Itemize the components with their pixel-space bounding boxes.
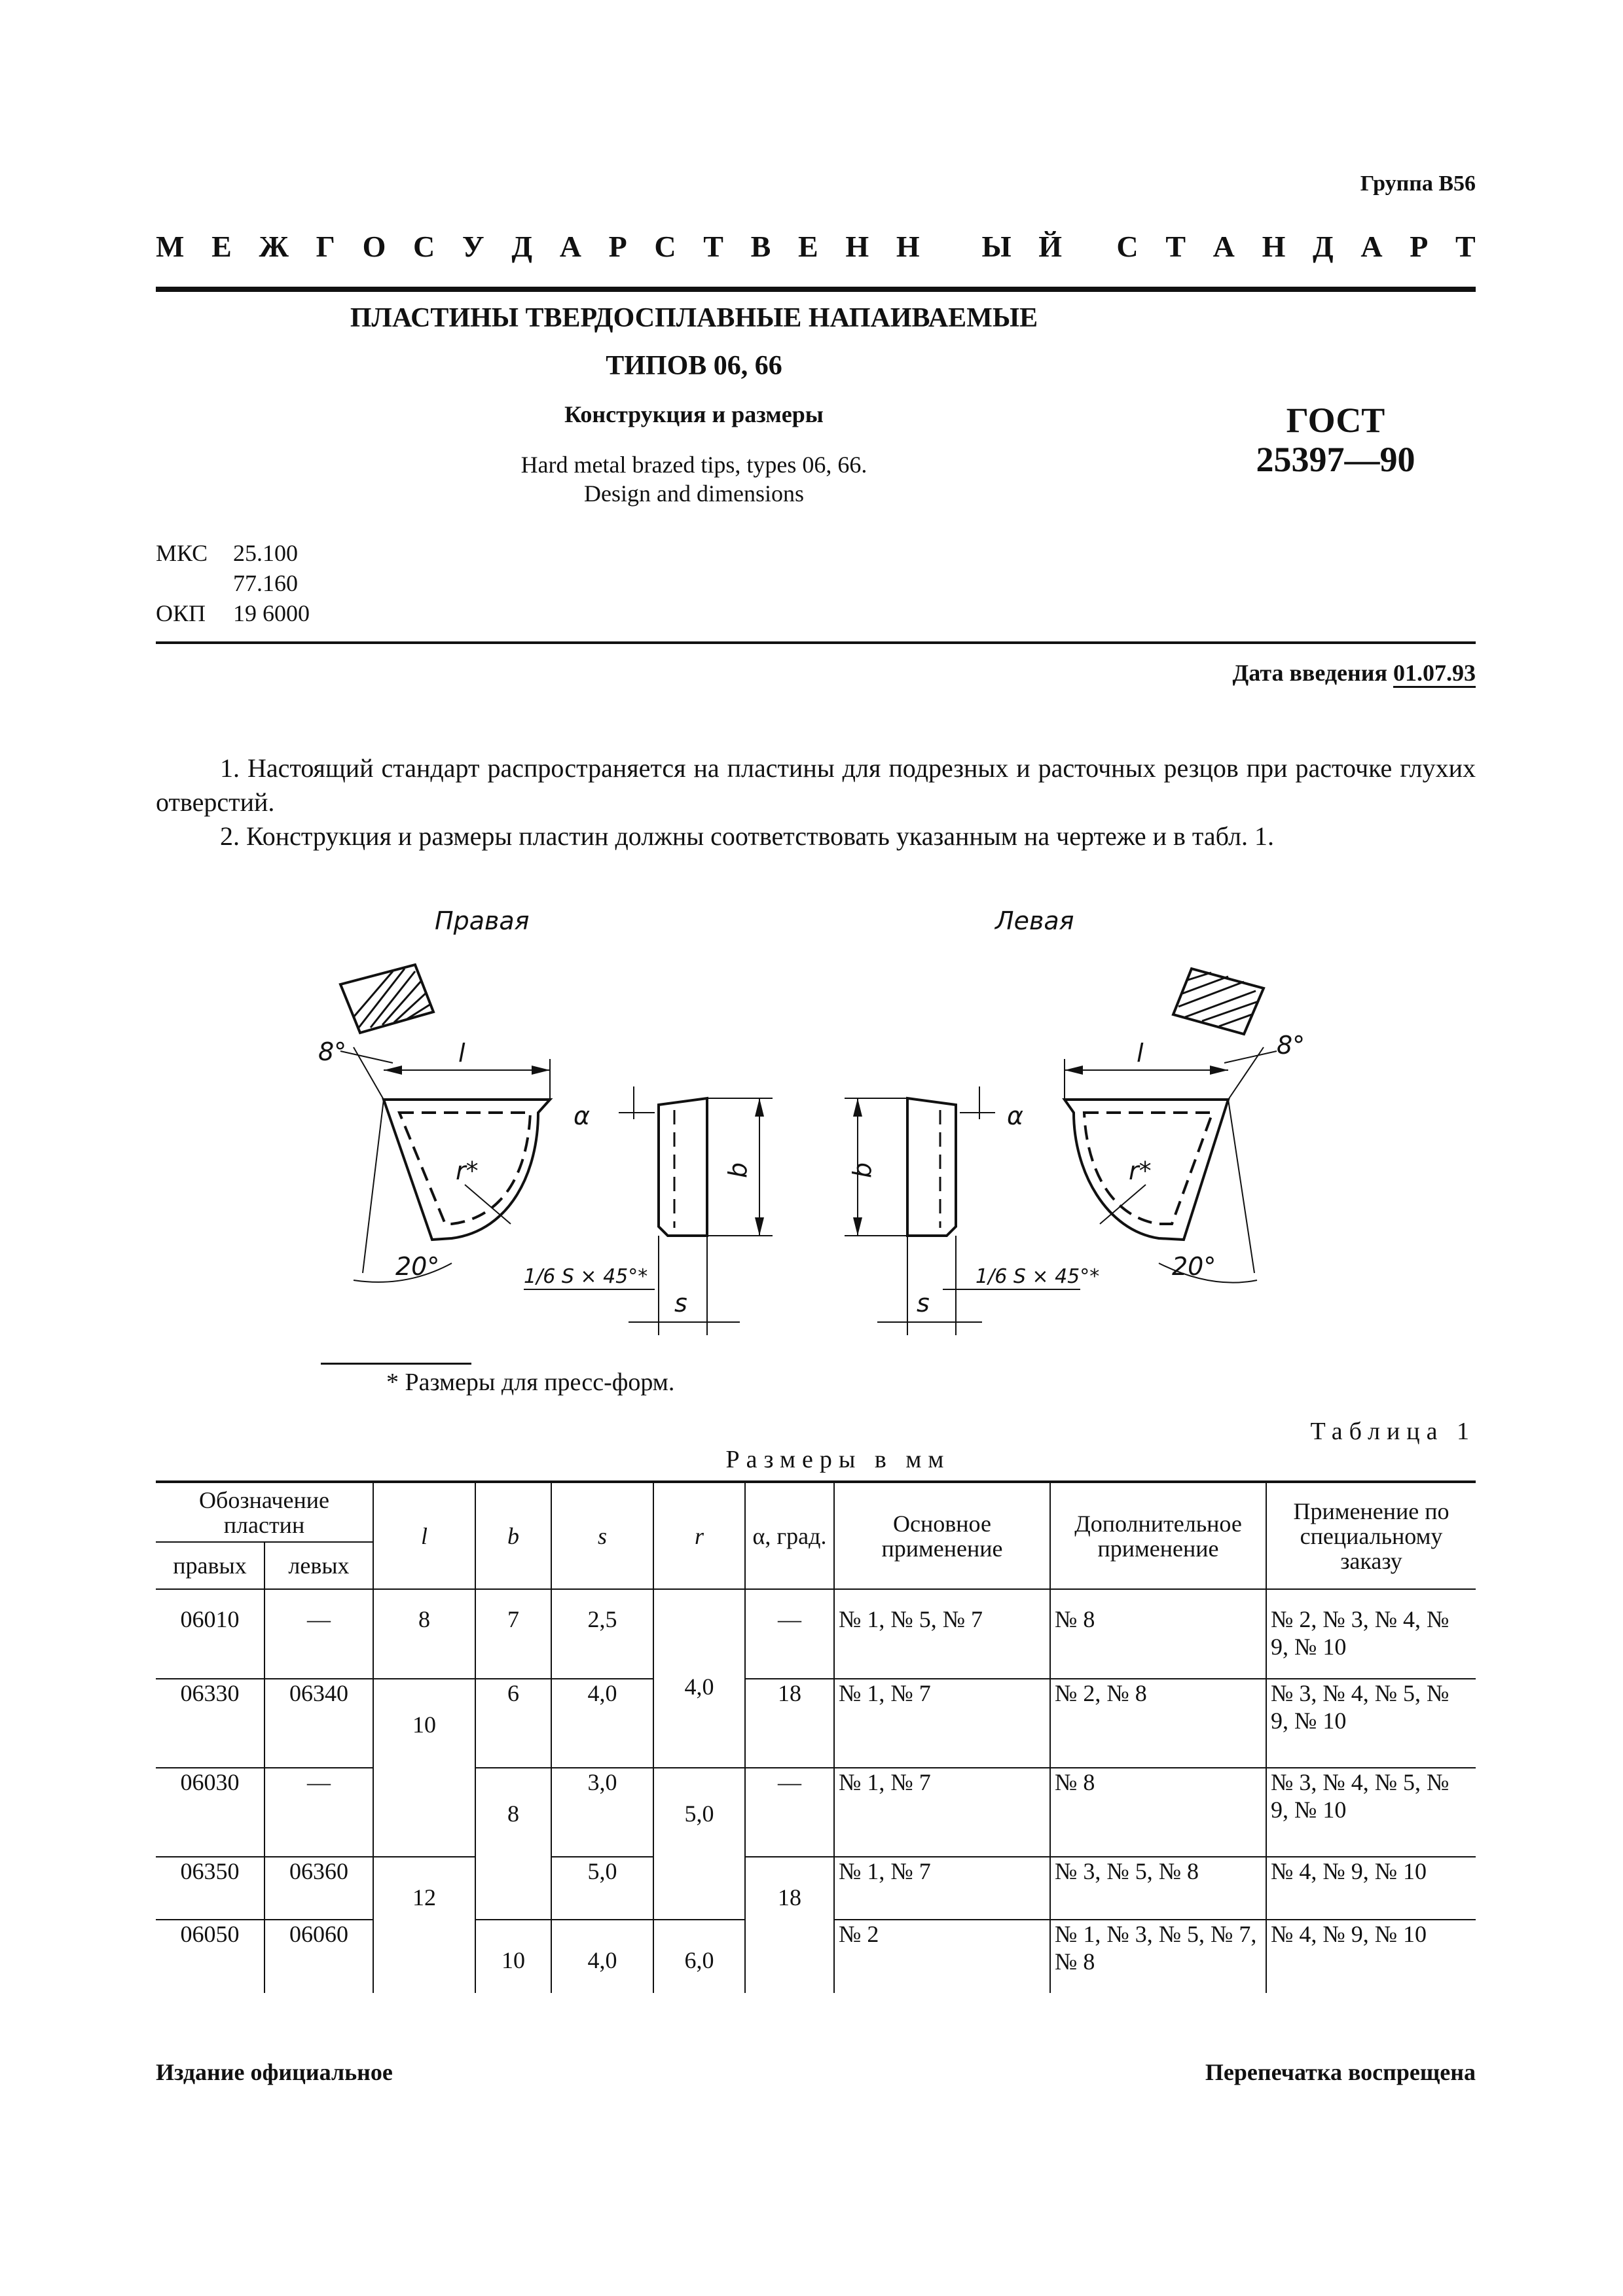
th-left: левых bbox=[264, 1542, 373, 1589]
right-radius-label: r* bbox=[456, 1157, 479, 1185]
english-title-line1: Hard metal brazed tips, types 06, 66. bbox=[520, 452, 867, 478]
left-radius-label: r* bbox=[1129, 1157, 1152, 1185]
header-letter: Н bbox=[845, 230, 869, 263]
table-row: 06350 06360 12 5,0 18 № 1, № 7 № 3, № 5, № 8 № 4, № 9, № 10 bbox=[156, 1857, 1476, 1920]
merged-r-4: 4,0 bbox=[653, 1605, 745, 1768]
left-tip-side-view bbox=[907, 1098, 956, 1236]
th-r: r bbox=[653, 1482, 745, 1589]
tip-drawing bbox=[0, 897, 1623, 1355]
merged-l-12: 12 bbox=[373, 1857, 475, 1993]
right-angle-8: 8° bbox=[318, 1037, 347, 1066]
header-letter: М bbox=[156, 230, 185, 263]
mks-code-1: 25.100 bbox=[233, 540, 298, 566]
codes-rule bbox=[156, 641, 1476, 644]
header-letter: А bbox=[559, 230, 581, 263]
footnote-rule bbox=[321, 1363, 471, 1365]
left-alpha-label: α bbox=[1007, 1102, 1024, 1130]
right-dim-b: b bbox=[723, 1162, 752, 1178]
header-letter: Е bbox=[211, 230, 232, 263]
gost-number: 25397—90 bbox=[1256, 440, 1415, 479]
header-letter: А bbox=[1360, 230, 1383, 263]
left-angle-20: 20° bbox=[1172, 1252, 1216, 1281]
okp-code: 19 6000 bbox=[233, 600, 310, 626]
right-dim-l: l bbox=[458, 1039, 465, 1067]
subtitle: Конструкция и размеры bbox=[564, 401, 824, 427]
table-row: 06010 — 8 7 2,5 4,0 — № 1, № 5, № 7 № 8 № 2, № 3, № 4, № 9, № 10 bbox=[156, 1605, 1476, 1679]
header-letter: О bbox=[362, 230, 386, 263]
merged-alpha-18: 18 bbox=[745, 1857, 834, 1993]
left-dim-s: s bbox=[917, 1289, 930, 1318]
okp-label: ОКП bbox=[156, 600, 206, 626]
left-angle-8: 8° bbox=[1277, 1031, 1305, 1060]
header-word-gap bbox=[947, 229, 955, 264]
header-letter: Д bbox=[1313, 230, 1334, 263]
th-designation: Обозначение пластин bbox=[156, 1482, 373, 1542]
mks-label: МКС bbox=[156, 540, 208, 566]
header-letter: Ы bbox=[981, 230, 1012, 263]
header-letter: Т bbox=[703, 230, 723, 263]
header-letter: В bbox=[750, 230, 771, 263]
header-letter: Н bbox=[896, 230, 920, 263]
header-letter: Ж bbox=[259, 230, 289, 263]
header-letter: Г bbox=[316, 230, 335, 263]
left-dim-l: l bbox=[1137, 1039, 1144, 1067]
table-row: 06050 06060 10 4,0 6,0 № 2 № 1, № 3, № 5, № 7, № 8 № 4, № 9, № 10 bbox=[156, 1920, 1476, 1993]
title-line2: ТИПОВ 06, 66 bbox=[606, 351, 782, 381]
header-letter: Е bbox=[798, 230, 818, 263]
header-letter: Н bbox=[1262, 230, 1286, 263]
classification-codes bbox=[156, 538, 310, 628]
effective-date bbox=[1233, 659, 1476, 687]
table-row: 06030 — 8 3,0 5,0 — № 1, № 7 № 8 № 3, № 4, № 5, № 9, № 10 bbox=[156, 1768, 1476, 1857]
right-angle-20: 20° bbox=[395, 1252, 440, 1281]
header-letter: Д bbox=[511, 230, 533, 263]
paragraph-1: 1. Настоящий стандарт распространяется на пластины для подрезных и расточных резцов при расточке глухих отверстий. bbox=[156, 753, 1476, 817]
table-row: 06330 06340 10 6 4,0 18 № 1, № 7 № 2, № 8 № 3, № 4, № 5, № 9, № 10 bbox=[156, 1679, 1476, 1768]
header-letter: А bbox=[1213, 230, 1235, 263]
merged-b-8: 8 bbox=[475, 1768, 551, 1920]
header-letter: Р bbox=[608, 230, 627, 263]
left-view-label: Левая bbox=[995, 906, 1074, 935]
right-chamfer-label: 1/6 S × 45°* bbox=[524, 1265, 648, 1288]
th-b: b bbox=[475, 1482, 551, 1589]
footer-reprint-prohibited: Перепечатка воспрещена bbox=[1205, 2059, 1476, 2085]
merged-l-10: 10 bbox=[373, 1679, 475, 1857]
left-dim-b: b bbox=[848, 1162, 877, 1178]
right-tip-side-view bbox=[659, 1098, 707, 1236]
header-letter: С bbox=[654, 230, 676, 263]
english-title-line2: Design and dimensions bbox=[584, 480, 804, 507]
footer-official-edition: Издание официальное bbox=[156, 2059, 393, 2085]
paragraph-2: 2. Конструкция и размеры пластин должны соответствовать указанным на чертеже и в табл. 1. bbox=[220, 821, 1274, 851]
header-letter: С bbox=[413, 230, 435, 263]
header-letter: Т bbox=[1455, 230, 1476, 263]
dimensions-table bbox=[156, 1480, 1476, 1993]
header-letter: У bbox=[462, 230, 484, 263]
standard-header bbox=[156, 229, 1476, 264]
right-view-label: Правая bbox=[435, 906, 530, 935]
th-l: l bbox=[373, 1482, 475, 1589]
right-holder-section bbox=[340, 965, 433, 1033]
gost-label: ГОСТ bbox=[1286, 401, 1385, 440]
group-code: Группа В56 bbox=[1360, 171, 1476, 196]
table-label: Таблица 1 bbox=[1310, 1418, 1476, 1445]
left-holder-section bbox=[1173, 969, 1264, 1034]
th-main: Основное применение bbox=[834, 1482, 1050, 1589]
right-alpha-label: α bbox=[574, 1102, 591, 1130]
effective-date-value: 01.07.93 bbox=[1393, 660, 1476, 688]
footnote: * Размеры для пресс-форм. bbox=[386, 1369, 675, 1396]
title-line1: ПЛАСТИНЫ ТВЕРДОСПЛАВНЫЕ НАПАИВАЕМЫЕ bbox=[350, 303, 1038, 333]
header-letter: Т bbox=[1165, 230, 1186, 263]
header-letter: Р bbox=[1410, 230, 1429, 263]
effective-date-label: Дата введения bbox=[1232, 660, 1387, 686]
header-rule bbox=[156, 287, 1476, 292]
left-chamfer-label: 1/6 S × 45°* bbox=[976, 1265, 1100, 1288]
th-extra: Дополнительное применение bbox=[1050, 1482, 1266, 1589]
th-special: Применение по специальному заказу bbox=[1266, 1482, 1476, 1589]
right-dim-s: s bbox=[674, 1289, 687, 1318]
merged-r-5: 5,0 bbox=[653, 1768, 745, 1920]
header-letter: С bbox=[1116, 230, 1139, 263]
mks-code-2: 77.160 bbox=[233, 570, 298, 596]
table-units: Размеры в мм bbox=[725, 1446, 951, 1473]
th-right: правых bbox=[156, 1542, 264, 1589]
th-alpha: α, град. bbox=[745, 1482, 834, 1589]
th-s: s bbox=[551, 1482, 653, 1589]
header-letter: Й bbox=[1038, 230, 1063, 263]
